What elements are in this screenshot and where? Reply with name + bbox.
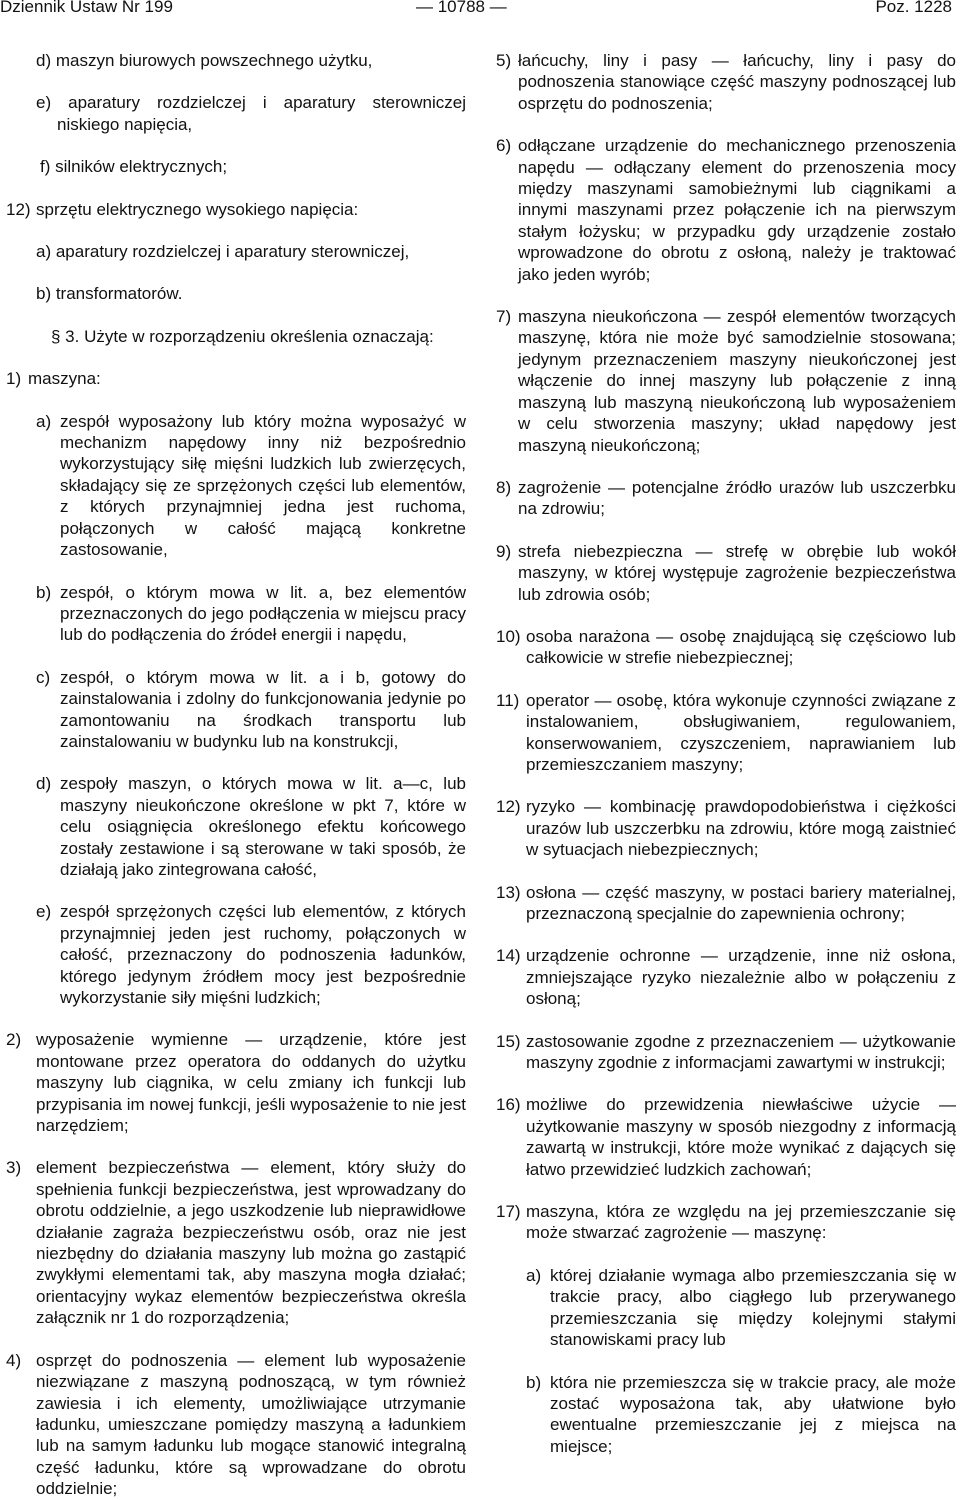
page-header xyxy=(0,0,960,20)
item-text: wyposażenie wymienne — urządzenie, które jest montowane przez operatora do oddanych do użytku maszyny lub ciągnika, w celu zmiany ich funkcji lub przypisania im nowej funkcji, jeśli wyposażenie to nie jest narzędziem; xyxy=(36,1030,466,1136)
item-text: łańcuchy, liny i pasy — łańcuchy, liny i pasy do podnoszenia stanowiące część maszyny podnoszącej lub osprzętu do podnoszenia; xyxy=(518,51,956,113)
item-text: element bezpieczeństwa — element, który służy do spełnienia funkcji bezpieczeństwa, jest wprowadzany do obrotu oddzielnie, a jego uszkodzenie lub nieprawidłowe działanie zagraża bezpieczeństwu osób, oraz nie jest niezbędny do działania maszyny lub można go zastąpić zwykłymi elementami tak, aby maszyna mogła działać; orientacyjny wykaz elementów bezpieczeństwa określa załącznik nr 1 do rozporządzenia; xyxy=(36,1158,466,1328)
position-number: Poz. 1228 xyxy=(875,0,952,16)
item-text: odłączane urządzenie do mechanicznego przenoszenia napędu — odłączany element do przenoszenia mocy między maszynami samobieżnymi lub ciągnikami a innymi maszynami przez połączenie ich na pierwszym stałym łożysku; w przypadku gdy urządzenie zostało wprowadzone do obrotu z osłoną, należy je traktować jako jeden wyrób; xyxy=(518,136,956,284)
right-column xyxy=(496,50,956,1457)
item-label: 2) xyxy=(6,1030,22,1050)
list-item xyxy=(6,1157,466,1328)
list-item xyxy=(36,283,466,304)
section-heading xyxy=(51,326,466,347)
left-column xyxy=(6,50,466,1500)
item-text: strefa niebezpieczna — strefę w obrębie lub wokół maszyny, w której występuje zagrożenie bezpieczeństwa lub zdrowia osób; xyxy=(518,541,956,604)
list-item xyxy=(526,1265,956,1351)
list-item xyxy=(6,199,466,220)
list-item xyxy=(496,306,956,456)
list-item xyxy=(496,477,956,520)
item-label: 12) xyxy=(6,199,31,219)
item-text: zespół, o którym mowa w lit. a i b, gotowy do zainstalowania i zdolny do funkcjonowania jedynie po zamontowaniu na środkach transportu lub zainstalowaniu w budynku lub na konstrukcji, xyxy=(60,667,466,751)
item-label: 6) xyxy=(496,136,512,156)
item-text: d) maszyn biurowych powszechnego użytku, xyxy=(36,51,373,70)
item-label: 9) xyxy=(496,541,512,561)
list-item xyxy=(496,1094,956,1180)
item-text: f) silników elektrycznych; xyxy=(40,157,228,177)
item-text: maszyna, która ze względu na jej przemieszczanie się może stwarzać zagrożenie — maszynę: xyxy=(526,1202,956,1243)
list-item xyxy=(36,411,466,561)
list-item xyxy=(6,1350,466,1500)
item-text: maszyna: xyxy=(28,369,101,389)
list-item xyxy=(496,50,956,114)
item-label: d) xyxy=(36,774,52,794)
list-item xyxy=(526,1372,956,1458)
item-label: 1) xyxy=(6,369,22,389)
list-item xyxy=(40,156,466,177)
list-item xyxy=(36,667,466,753)
item-text: a) aparatury rozdzielczej i aparatury sterowniczej, xyxy=(36,242,410,262)
item-text: zespół, o którym mowa w lit. a, bez elementów przeznaczonych do jego podłączenia w miejscu pracy lub do podłączenia do źródeł energii i napędu, xyxy=(60,582,466,645)
item-text: e) aparatury rozdzielczej i aparatury sterowniczej niskiego napięcia, xyxy=(36,93,466,134)
list-item xyxy=(496,882,956,925)
item-text: zespół sprzężonych części lub elementów, z których przynajmniej jeden jest ruchomy, połączonych w całość, przeznaczony do podnoszenia ładunków, którego jedynym źródłem mocy jest bezpośrednie wykorzystanie siły mięśni ludzkich; xyxy=(60,902,466,1007)
list-item xyxy=(6,1029,466,1136)
item-text: b) transformatorów. xyxy=(36,284,183,304)
item-text: zespoły maszyn, o których mowa w lit. a—c, lub maszyny nieukończone określone w pkt 7, które w celu osiągnięcia określonego efektu końcowego zostały zestawione i są sterowane w taki sposób, że działają jako zintegrowana całość, xyxy=(60,774,466,879)
item-label: 14) xyxy=(496,946,521,966)
item-text: która nie przemieszcza się w trakcie pracy, ale może zostać wyposażona tak, aby ułatwione było ewentualne przemieszczanie jej z miejsca na miejsce; xyxy=(550,1372,956,1456)
list-item xyxy=(36,582,466,646)
item-label: a) xyxy=(36,411,52,431)
list-item xyxy=(6,368,466,389)
item-label: b) xyxy=(526,1372,542,1392)
item-text: osłona — część maszyny, w postaci bariery materialnej, przeznaczoną specjalnie do zapewnienia ochrony; xyxy=(526,882,956,923)
item-label: 13) xyxy=(496,882,521,902)
item-text: zespół wyposażony lub który można wyposażyć w mechanizm napędowy inny niż bezpośrednio wykorzystujący siłę mięśni ludzkich lub zwierzęcych, składający się ze sprzężonych części lub elementów, z których przynajmniej jedna jest ruchoma, połączonych w całość mającą konkretne zastosowanie, xyxy=(60,411,466,560)
item-label: b) xyxy=(36,582,52,602)
item-text: zastosowanie zgodne z przeznaczeniem — użytkowanie maszyny zgodnie z informacjami zawartymi w instrukcji; xyxy=(526,1031,956,1073)
list-item xyxy=(36,901,466,1008)
list-item xyxy=(496,541,956,605)
item-label: 10) xyxy=(496,626,521,646)
list-item xyxy=(36,92,466,135)
item-text: osoba narażona — osobę znajdującą się częściowo lub całkowicie w strefie niebezpiecznej; xyxy=(526,626,956,668)
list-item xyxy=(496,626,956,669)
item-label: 17) xyxy=(496,1202,521,1222)
list-item xyxy=(496,690,956,776)
journal-title: Dziennik Ustaw Nr 199 xyxy=(0,0,173,16)
item-text: której działanie wymaga albo przemieszczania się w trakcie pracy, albo ciągłego lub przerywanego przemieszczania się między kolejnymi stałymi stanowiskami pracy lub xyxy=(550,1265,956,1350)
item-label: 16) xyxy=(496,1095,521,1115)
list-item xyxy=(36,50,466,71)
list-item xyxy=(496,1201,956,1244)
item-text: maszyna nieukończona — zespół elementów tworzących maszynę, która nie może być samodzielnie stosowana; jedynym przeznaczeniem maszyny nieukończonej jest włączenie do innej maszyny lub połączenie z inną maszyną lub maszyną nieukończoną lub wyposażeniem w celu stworzenia maszyny; układ napędowy jest maszyną nieukończoną; xyxy=(518,307,956,455)
item-label: 8) xyxy=(496,477,512,497)
list-item xyxy=(496,1031,956,1074)
list-item xyxy=(496,796,956,860)
item-label: 5) xyxy=(496,51,512,70)
page-number: — 10788 — xyxy=(416,0,507,16)
item-text: zagrożenie — potencjalne źródło urazów lub uszczerbku na zdrowiu; xyxy=(518,477,956,519)
item-label: a) xyxy=(526,1265,542,1285)
item-text: operator — osobę, która wykonuje czynności związane z instalowaniem, obsługiwaniem, regulowaniem, konserwowaniem, czyszczeniem, naprawianiem lub przemieszczaniem maszyny; xyxy=(526,690,956,774)
item-label: 11) xyxy=(496,690,520,710)
item-text: § 3. Użyte w rozporządzeniu określenia oznaczają: xyxy=(51,326,434,346)
item-label: 7) xyxy=(496,307,512,327)
list-item xyxy=(36,241,466,262)
list-item xyxy=(496,135,956,285)
item-text: możliwe do przewidzenia niewłaściwe użycie — użytkowanie maszyny w sposób niezgodny z informacją zawartą w instrukcji, które może wynikać z dających się łatwo przewidzieć ludzkich zachowań; xyxy=(526,1095,956,1179)
item-label: e) xyxy=(36,902,52,922)
list-item xyxy=(36,773,466,880)
item-text: ryzyko — kombinację prawdopodobieństwa i ciężkości urazów lub uszczerbku na zdrowiu, które mogą zaistnieć w sytuacjach niebezpiecznych; xyxy=(526,797,956,860)
item-text: urządzenie ochronne — urządzenie, inne niż osłona, zmniejszające ryzyko niezależnie albo w połączeniu z osłoną; xyxy=(526,946,956,1009)
item-text: sprzętu elektrycznego wysokiego napięcia: xyxy=(36,199,359,219)
item-label: 12) xyxy=(496,797,521,817)
item-label: c) xyxy=(36,667,51,687)
item-text: osprzęt do podnoszenia — element lub wyposażenie niezwiązane z maszyną podnoszącą, w tym również zawiesia i ich elementy, umożliwiające utrzymanie ładunku, umieszczane pomiędzy maszyną a ładunkiem lub na samym ładunku lub mogące stanowić integralną część ładunku, które są wprowadzane do obrotu oddzielnie; xyxy=(36,1350,466,1499)
list-item xyxy=(496,945,956,1009)
item-label: 4) xyxy=(6,1350,22,1370)
item-label: 3) xyxy=(6,1158,22,1178)
item-label: 15) xyxy=(496,1031,521,1051)
